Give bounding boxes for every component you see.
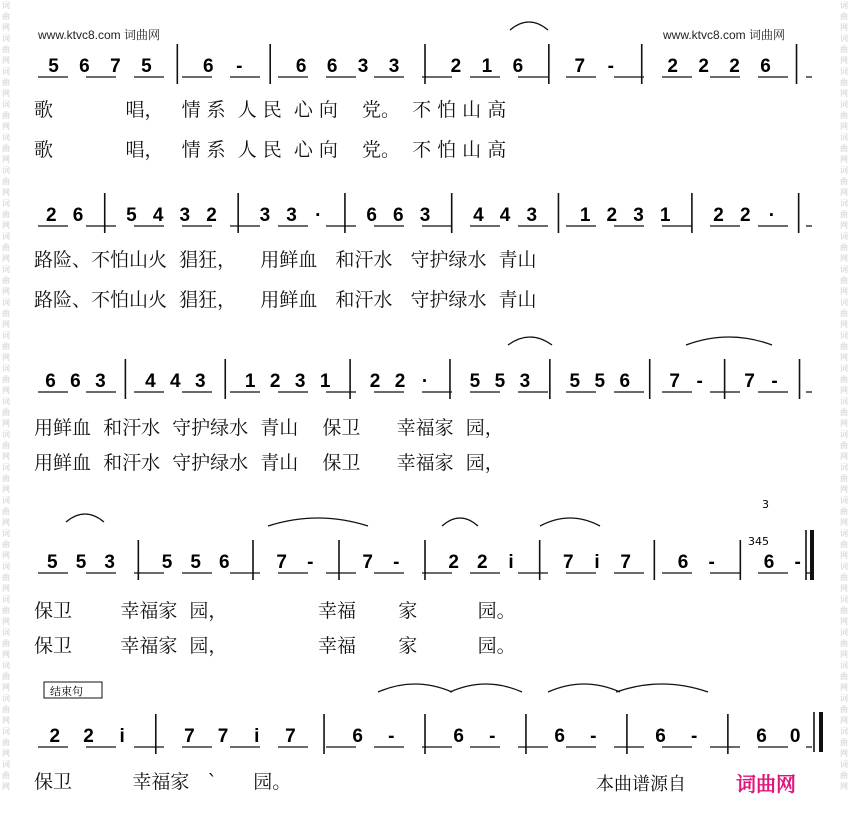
note: 7 — [362, 552, 373, 573]
lyric-line: 路险、不怕山火 猖狂， 用鲜血 和汗水 守护绿水 青山 — [34, 289, 537, 311]
note: 3 — [633, 205, 644, 226]
note: 2 — [667, 56, 678, 77]
note: 6 — [512, 56, 524, 77]
slur — [616, 684, 708, 692]
note: i — [254, 726, 260, 747]
note: 5 — [190, 552, 201, 573]
note: 1 — [659, 205, 671, 226]
note: - — [590, 726, 597, 747]
note: 6 — [677, 552, 689, 573]
note: 3 — [519, 371, 531, 392]
slur — [510, 22, 548, 30]
note: 2 — [394, 371, 406, 392]
note: 6 — [352, 726, 363, 747]
note: i — [594, 552, 600, 573]
grace-notes: 345 — [748, 535, 769, 548]
note: 1 — [579, 205, 591, 226]
ending-label: 结束句 — [50, 685, 83, 698]
note: 2 — [729, 56, 740, 77]
note: 6 — [295, 56, 307, 77]
note: 3 — [388, 56, 400, 77]
lyric-line: 歌 唱， 情 系 人 民 心 向 党。 不 怕 山 高 — [34, 99, 507, 121]
triplet-mark: 3 — [762, 498, 769, 511]
note: 6 — [79, 56, 90, 77]
source-text: 本曲谱源自 — [596, 774, 686, 795]
lyric-line: 歌 唱， 情 系 人 民 心 向 党。 不 怕 山 高 — [34, 139, 507, 161]
note: 6 — [202, 56, 214, 77]
note: 2 — [46, 205, 57, 226]
slur — [66, 514, 104, 522]
note: 1 — [244, 371, 256, 392]
note: 6 — [326, 56, 338, 77]
note: 6 — [393, 205, 404, 226]
note: - — [307, 552, 314, 573]
note: 4 — [170, 371, 181, 392]
note: 7 — [184, 726, 195, 747]
note: 5 — [569, 371, 581, 392]
note: - — [691, 726, 698, 747]
note: 2 — [698, 56, 709, 77]
note: 2 — [477, 552, 488, 573]
note: 5 — [126, 205, 137, 226]
note: 7 — [110, 56, 121, 77]
watermark-left: www.ktvc8.com 词曲网 — [38, 28, 161, 42]
note: 6 — [366, 205, 377, 226]
note: 5 — [141, 56, 152, 77]
note: 3 — [259, 205, 271, 226]
note: 6 — [219, 552, 230, 573]
note: 5 — [594, 371, 606, 392]
note: 2 — [83, 726, 94, 747]
lyric-line: 保卫 幸福家 园， 幸福 家 园。 — [34, 600, 516, 622]
note: 6 — [655, 726, 666, 747]
slur — [548, 684, 620, 692]
watermark-right: www.ktvc8.com 词曲网 — [663, 28, 786, 42]
slur — [268, 518, 368, 526]
note: 3 — [294, 371, 306, 392]
note: 6 — [760, 56, 771, 77]
note: - — [489, 726, 496, 747]
note: 3 — [286, 205, 297, 226]
note: - — [393, 552, 400, 573]
note: i — [119, 726, 125, 747]
lyric-line: 保卫 幸福家 园， 幸福 家 园。 — [34, 635, 516, 657]
note: 5 — [469, 371, 481, 392]
note: 7 — [217, 726, 229, 747]
note: - — [771, 371, 778, 392]
note: 3 — [357, 56, 369, 77]
note: 3 — [419, 205, 431, 226]
note: 3 — [104, 552, 115, 573]
note: 6 — [756, 726, 767, 747]
lyric-line: 保卫 幸福家 ˋ 园。 — [34, 771, 292, 793]
note: - — [607, 56, 614, 77]
note: · — [315, 205, 322, 226]
slur — [378, 684, 452, 692]
note: 7 — [620, 552, 631, 573]
note: 3 — [526, 205, 538, 226]
note: 6 — [619, 371, 631, 392]
note: 2 — [448, 552, 459, 573]
note: 7 — [669, 371, 680, 392]
note: 0 — [789, 726, 801, 747]
note: 2 — [369, 371, 381, 392]
lyric-line: 用鲜血 和汗水 守护绿水 青山 保卫 幸福家 园， — [34, 417, 504, 439]
note: 4 — [145, 371, 156, 392]
note: · — [768, 205, 776, 226]
note: 5 — [161, 552, 173, 573]
note: - — [708, 552, 715, 573]
note: - — [794, 552, 801, 573]
note: - — [696, 371, 703, 392]
note: 5 — [47, 552, 58, 573]
note: 5 — [75, 552, 87, 573]
side-watermark-left: 词曲网词曲网词曲网词曲网词曲网词曲网词曲网词曲网词曲网词曲网词曲网词曲网词曲网词曲网词曲网词曲网词曲网词曲网词曲网词曲网词曲网词曲网词曲网词曲网 — [2, 1, 10, 791]
note: 7 — [285, 726, 296, 747]
slur — [450, 684, 522, 692]
note: 6 — [45, 371, 56, 392]
slur — [540, 518, 600, 526]
note: 2 — [206, 205, 217, 226]
note: 5 — [48, 56, 59, 77]
note: 2 — [450, 56, 462, 77]
slur — [686, 337, 772, 345]
note: - — [236, 56, 243, 77]
note: 7 — [276, 552, 287, 573]
note: 6 — [70, 371, 81, 392]
slur — [442, 518, 478, 526]
note: 1 — [481, 56, 493, 77]
note: 3 — [95, 371, 106, 392]
note: 4 — [499, 205, 511, 226]
note: i — [508, 552, 514, 573]
note: 3 — [179, 205, 191, 226]
lyric-line: 用鲜血 和汗水 守护绿水 青山 保卫 幸福家 园， — [34, 452, 504, 474]
note: - — [388, 726, 395, 747]
note: 5 — [494, 371, 506, 392]
note: 3 — [195, 371, 206, 392]
note: 1 — [319, 371, 331, 392]
note: 2 — [49, 726, 61, 747]
note: 6 — [554, 726, 565, 747]
note: 2 — [713, 205, 724, 226]
note: 2 — [269, 371, 281, 392]
slur — [508, 337, 552, 345]
note: 2 — [739, 205, 751, 226]
note: 4 — [473, 205, 484, 226]
side-watermark-right: 词曲网词曲网词曲网词曲网词曲网词曲网词曲网词曲网词曲网词曲网词曲网词曲网词曲网词曲网词曲网词曲网词曲网词曲网词曲网词曲网词曲网词曲网词曲网词曲网 — [840, 1, 848, 791]
note: 4 — [152, 205, 164, 226]
note: 7 — [744, 371, 755, 392]
note: 7 — [574, 56, 586, 77]
source-brand: 词曲网 — [736, 772, 796, 796]
note: 6 — [72, 205, 84, 226]
note: 6 — [453, 726, 464, 747]
lyric-line: 路险、不怕山火 猖狂， 用鲜血 和汗水 守护绿水 青山 — [34, 249, 537, 271]
note: 6 — [763, 552, 775, 573]
note: · — [421, 371, 429, 392]
note: 7 — [563, 552, 574, 573]
note: 2 — [606, 205, 618, 226]
